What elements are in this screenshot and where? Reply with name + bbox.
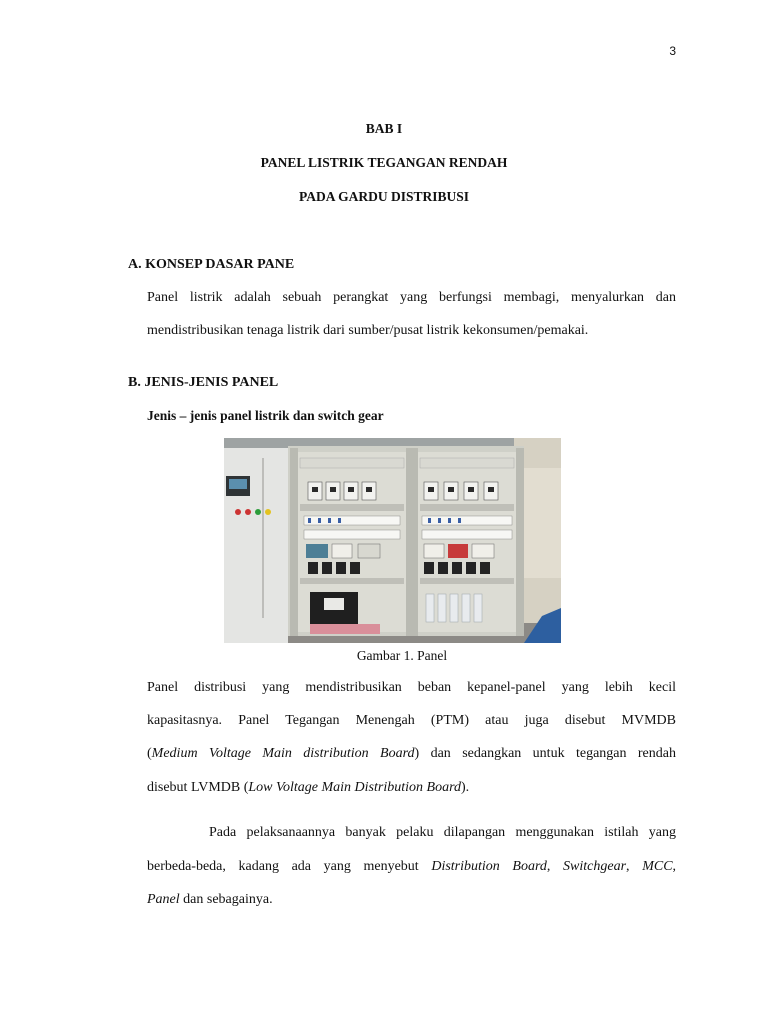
chapter-title-line-2: PADA GARDU DISTRIBUSI (298, 189, 470, 204)
term-panel: Panel (147, 892, 180, 907)
paragraph-2-line-3 (147, 892, 676, 908)
section-b-heading: B. JENIS-JENIS PANEL (128, 375, 279, 390)
paragraph-1-line-3 (147, 746, 676, 762)
term-distribution-board: Distribution Board (431, 859, 547, 874)
paragraph-1-line-3-open: ( (147, 746, 152, 761)
page-number: 3 (669, 44, 676, 58)
paragraph-1-line-3-italic: Medium Voltage Main distribution Board (151, 746, 415, 761)
section-a-paragraph-line-2: mendistribusikan tenaga listrik dari sumber/pusat listrik kekonsumen/pemakai. (147, 323, 589, 338)
term-switchgear: Switchgear (563, 859, 627, 874)
paragraph-1-line-3-rest: ) dan sedangkan untuk tegangan rendah (414, 746, 676, 761)
section-a-paragraph-line-1: Panel listrik adalah sebuah perangkat yang berfungsi membagi, menyalurkan dan (147, 290, 676, 305)
paragraph-1-line-2: kapasitasnya. Panel Tegangan Menengah (PTM) atau juga disebut MVMDB (147, 713, 676, 728)
paragraph-2-line-2 (147, 859, 676, 875)
paragraph-1-line-4-end: ). (461, 780, 470, 795)
section-a-heading: A. KONSEP DASAR PANE (128, 257, 295, 272)
figure-caption: Gambar 1. Panel (356, 648, 448, 663)
paragraph-2-line-2-end: , (672, 859, 677, 874)
paragraph-1-line-4-start: disebut LVMDB ( (147, 780, 249, 795)
separator-2: , (626, 859, 643, 874)
paragraph-1-line-1: Panel distribusi yang mendistribusikan beban kepanel-panel yang lebih kecil (147, 680, 676, 695)
paragraph-2-line-2-start: berbeda-beda, kadang ada yang menyebut (147, 859, 432, 874)
term-mcc: MCC (642, 859, 673, 874)
paragraph-1-line-4-italic: Low Voltage Main Distribution Board (248, 780, 461, 795)
chapter-label: BAB I (365, 121, 403, 136)
panel-photo (224, 438, 561, 643)
paragraph-2-line-1: Pada pelaksanaannya banyak pelaku dilapangan menggunakan istilah yang (209, 825, 676, 840)
separator-1: , (546, 859, 564, 874)
section-b-subheading: Jenis – jenis panel listrik dan switch gear (147, 408, 384, 423)
paragraph-1-line-4 (147, 780, 676, 796)
paragraph-2-line-3-rest: dan sebagainya. (179, 892, 273, 907)
chapter-title-line-1: PANEL LISTRIK TEGANGAN RENDAH (260, 155, 508, 170)
